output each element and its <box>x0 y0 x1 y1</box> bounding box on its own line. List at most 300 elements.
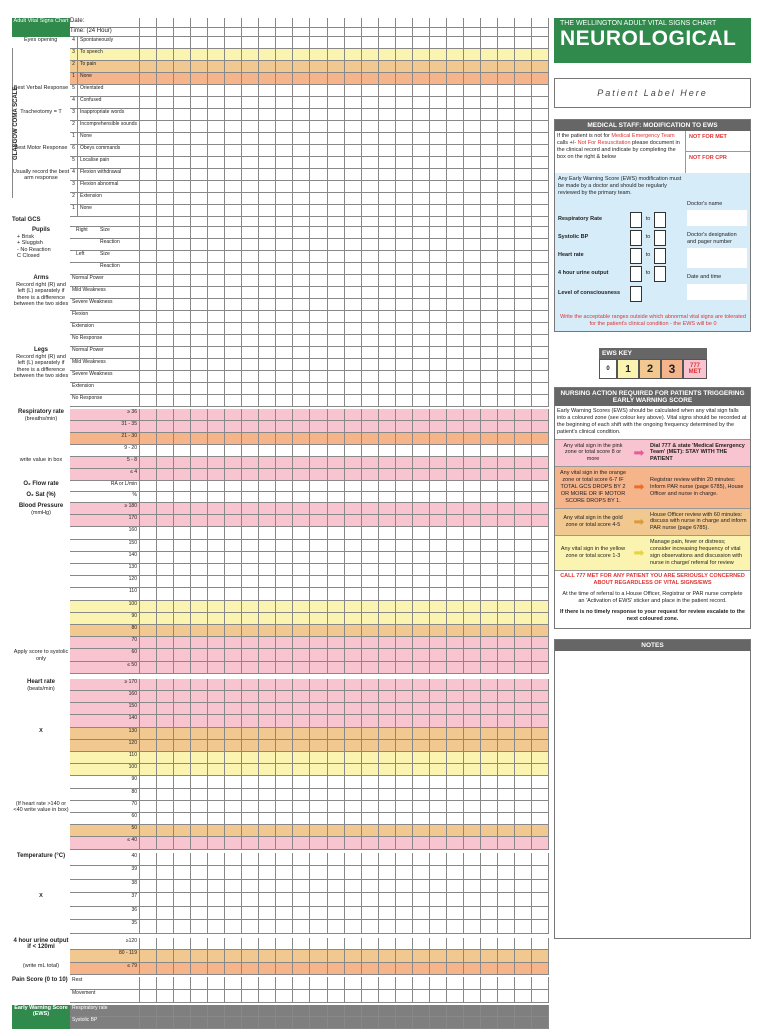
grid-cell[interactable] <box>379 263 396 275</box>
grid-cell[interactable] <box>328 492 345 503</box>
grid-cell[interactable] <box>276 323 293 335</box>
grid-cell[interactable] <box>174 977 191 990</box>
grid-cell[interactable] <box>242 703 259 715</box>
grid-cell[interactable] <box>174 880 191 894</box>
grid-cell[interactable] <box>140 789 157 801</box>
grid-cell[interactable] <box>515 503 532 515</box>
grid-cell[interactable] <box>328 613 345 625</box>
grid-cell[interactable] <box>379 1017 396 1029</box>
grid-cell[interactable] <box>430 287 447 299</box>
grid-cell[interactable] <box>379 239 396 251</box>
grid-cell[interactable] <box>430 492 447 503</box>
grid-cell[interactable] <box>498 907 515 921</box>
grid-cell[interactable] <box>515 977 532 990</box>
grid-cell[interactable] <box>242 263 259 275</box>
grid-cell[interactable] <box>413 564 430 576</box>
grid-cell[interactable] <box>362 752 379 764</box>
not-for-met-box[interactable]: NOT FOR MET <box>686 131 750 152</box>
grid-cell[interactable] <box>396 950 413 963</box>
grid-cell[interactable] <box>379 359 396 371</box>
grid-cell[interactable] <box>140 299 157 311</box>
grid-cell[interactable] <box>259 287 276 299</box>
grid-cell[interactable] <box>191 764 208 776</box>
grid-cell[interactable] <box>208 601 225 613</box>
grid-cell[interactable] <box>430 263 447 275</box>
grid-cell[interactable] <box>464 764 481 776</box>
grid-cell[interactable] <box>208 825 225 837</box>
grid-cell[interactable] <box>447 383 464 395</box>
grid-cell[interactable] <box>242 217 259 227</box>
grid-cell[interactable] <box>310 601 327 613</box>
grid-cell[interactable] <box>447 371 464 383</box>
grid-cell[interactable] <box>532 893 549 907</box>
grid-cell[interactable] <box>498 837 515 849</box>
grid-cell[interactable] <box>328 893 345 907</box>
grid-cell[interactable] <box>481 395 498 407</box>
grid-cell[interactable] <box>498 552 515 564</box>
grid-cell[interactable] <box>208 801 225 813</box>
grid-cell[interactable] <box>413 588 430 600</box>
grid-cell[interactable] <box>276 421 293 433</box>
grid-cell[interactable] <box>293 251 310 263</box>
grid-cell[interactable] <box>140 552 157 564</box>
grid-cell[interactable] <box>430 227 447 239</box>
param-max-box[interactable] <box>654 212 666 228</box>
param-min-box[interactable] <box>630 230 642 246</box>
grid-cell[interactable] <box>208 157 225 169</box>
grid-cell[interactable] <box>498 481 515 492</box>
grid-cell[interactable] <box>225 907 242 921</box>
grid-cell[interactable] <box>208 145 225 157</box>
grid-cell[interactable] <box>430 740 447 752</box>
grid-cell[interactable] <box>293 920 310 934</box>
grid-cell[interactable] <box>413 409 430 421</box>
grid-cell[interactable] <box>140 920 157 934</box>
grid-cell[interactable] <box>242 145 259 157</box>
grid-cell[interactable] <box>191 395 208 407</box>
grid-cell[interactable] <box>345 728 362 740</box>
grid-cell[interactable] <box>396 853 413 867</box>
grid-cell[interactable] <box>225 395 242 407</box>
grid-cell[interactable] <box>396 977 413 990</box>
grid-cell[interactable] <box>293 109 310 121</box>
grid-cell[interactable] <box>225 61 242 73</box>
grid-cell[interactable] <box>276 433 293 445</box>
grid-cell[interactable] <box>276 217 293 227</box>
grid-cell[interactable] <box>515 950 532 963</box>
grid-cell[interactable] <box>328 801 345 813</box>
grid-cell[interactable] <box>157 837 174 849</box>
grid-cell[interactable] <box>447 893 464 907</box>
grid-cell[interactable] <box>328 789 345 801</box>
grid-cell[interactable] <box>174 950 191 963</box>
grid-cell[interactable] <box>191 287 208 299</box>
grid-cell[interactable] <box>362 433 379 445</box>
grid-cell[interactable] <box>174 61 191 73</box>
grid-cell[interactable] <box>379 977 396 990</box>
grid-cell[interactable] <box>259 963 276 976</box>
grid-cell[interactable] <box>430 588 447 600</box>
grid-cell[interactable] <box>447 421 464 433</box>
grid-cell[interactable] <box>498 457 515 469</box>
grid-cell[interactable] <box>328 679 345 691</box>
grid-cell[interactable] <box>208 789 225 801</box>
grid-cell[interactable] <box>430 893 447 907</box>
grid-cell[interactable] <box>362 371 379 383</box>
grid-cell[interactable] <box>225 764 242 776</box>
grid-cell[interactable] <box>157 61 174 73</box>
grid-cell[interactable] <box>242 564 259 576</box>
grid-cell[interactable] <box>140 371 157 383</box>
grid-cell[interactable] <box>532 311 549 323</box>
grid-cell[interactable] <box>140 169 157 181</box>
grid-cell[interactable] <box>328 395 345 407</box>
grid-cell[interactable] <box>532 907 549 921</box>
grid-cell[interactable] <box>191 227 208 239</box>
grid-cell[interactable] <box>140 421 157 433</box>
grid-cell[interactable] <box>259 1017 276 1029</box>
grid-cell[interactable] <box>191 383 208 395</box>
grid-cell[interactable] <box>174 335 191 347</box>
grid-cell[interactable] <box>242 576 259 588</box>
grid-cell[interactable] <box>396 287 413 299</box>
grid-cell[interactable] <box>225 625 242 637</box>
grid-cell[interactable] <box>174 205 191 217</box>
grid-cell[interactable] <box>413 601 430 613</box>
grid-cell[interactable] <box>481 649 498 661</box>
grid-cell[interactable] <box>225 963 242 976</box>
grid-cell[interactable] <box>532 347 549 359</box>
grid-cell[interactable] <box>140 383 157 395</box>
grid-cell[interactable] <box>208 492 225 503</box>
grid-cell[interactable] <box>328 977 345 990</box>
grid-cell[interactable] <box>225 977 242 990</box>
grid-cell[interactable] <box>259 445 276 457</box>
grid-cell[interactable] <box>328 49 345 61</box>
grid-cell[interactable] <box>447 776 464 788</box>
grid-cell[interactable] <box>447 73 464 85</box>
grid-cell[interactable] <box>464 728 481 740</box>
grid-cell[interactable] <box>208 28 225 37</box>
grid-cell[interactable] <box>259 409 276 421</box>
grid-cell[interactable] <box>174 963 191 976</box>
grid-cell[interactable] <box>191 977 208 990</box>
grid-cell[interactable] <box>225 813 242 825</box>
grid-cell[interactable] <box>157 920 174 934</box>
grid-cell[interactable] <box>208 263 225 275</box>
grid-cell[interactable] <box>293 239 310 251</box>
grid-cell[interactable] <box>225 239 242 251</box>
grid-cell[interactable] <box>276 715 293 727</box>
grid-cell[interactable] <box>310 880 327 894</box>
grid-cell[interactable] <box>293 880 310 894</box>
grid-cell[interactable] <box>259 703 276 715</box>
grid-cell[interactable] <box>515 193 532 205</box>
grid-cell[interactable] <box>498 776 515 788</box>
grid-cell[interactable] <box>174 37 191 49</box>
grid-cell[interactable] <box>345 18 362 28</box>
grid-cell[interactable] <box>242 715 259 727</box>
grid-cell[interactable] <box>430 73 447 85</box>
grid-cell[interactable] <box>396 728 413 740</box>
grid-cell[interactable] <box>259 469 276 481</box>
grid-cell[interactable] <box>225 263 242 275</box>
grid-cell[interactable] <box>345 85 362 97</box>
grid-cell[interactable] <box>310 920 327 934</box>
grid-cell[interactable] <box>379 28 396 37</box>
grid-cell[interactable] <box>345 715 362 727</box>
grid-cell[interactable] <box>396 421 413 433</box>
grid-cell[interactable] <box>515 492 532 503</box>
grid-cell[interactable] <box>362 789 379 801</box>
grid-cell[interactable] <box>447 625 464 637</box>
grid-cell[interactable] <box>413 457 430 469</box>
grid-cell[interactable] <box>345 893 362 907</box>
doctor-name-field[interactable] <box>687 210 747 226</box>
grid-cell[interactable] <box>481 457 498 469</box>
grid-cell[interactable] <box>413 359 430 371</box>
grid-cell[interactable] <box>310 728 327 740</box>
grid-cell[interactable] <box>362 813 379 825</box>
grid-cell[interactable] <box>157 625 174 637</box>
grid-cell[interactable] <box>464 527 481 539</box>
grid-cell[interactable] <box>191 49 208 61</box>
grid-cell[interactable] <box>259 866 276 880</box>
grid-cell[interactable] <box>345 649 362 661</box>
grid-cell[interactable] <box>293 73 310 85</box>
grid-cell[interactable] <box>532 938 549 951</box>
grid-cell[interactable] <box>140 133 157 145</box>
grid-cell[interactable] <box>157 938 174 951</box>
grid-cell[interactable] <box>481 445 498 457</box>
grid-cell[interactable] <box>140 825 157 837</box>
grid-cell[interactable] <box>242 287 259 299</box>
grid-cell[interactable] <box>208 299 225 311</box>
grid-cell[interactable] <box>464 715 481 727</box>
grid-cell[interactable] <box>310 275 327 287</box>
grid-cell[interactable] <box>293 515 310 527</box>
grid-cell[interactable] <box>447 359 464 371</box>
grid-cell[interactable] <box>276 728 293 740</box>
grid-cell[interactable] <box>208 469 225 481</box>
grid-cell[interactable] <box>259 907 276 921</box>
grid-cell[interactable] <box>293 679 310 691</box>
grid-cell[interactable] <box>208 121 225 133</box>
grid-cell[interactable] <box>174 323 191 335</box>
grid-cell[interactable] <box>396 492 413 503</box>
grid-cell[interactable] <box>362 323 379 335</box>
grid-cell[interactable] <box>208 18 225 28</box>
grid-cell[interactable] <box>464 335 481 347</box>
grid-cell[interactable] <box>464 421 481 433</box>
grid-cell[interactable] <box>345 217 362 227</box>
grid-cell[interactable] <box>276 347 293 359</box>
grid-cell[interactable] <box>362 73 379 85</box>
grid-cell[interactable] <box>157 217 174 227</box>
grid-cell[interactable] <box>345 540 362 552</box>
grid-cell[interactable] <box>430 662 447 674</box>
grid-cell[interactable] <box>447 169 464 181</box>
grid-cell[interactable] <box>362 880 379 894</box>
grid-cell[interactable] <box>310 157 327 169</box>
grid-cell[interactable] <box>345 637 362 649</box>
grid-cell[interactable] <box>396 662 413 674</box>
grid-cell[interactable] <box>310 837 327 849</box>
grid-cell[interactable] <box>532 409 549 421</box>
grid-cell[interactable] <box>328 837 345 849</box>
grid-cell[interactable] <box>447 764 464 776</box>
grid-cell[interactable] <box>276 552 293 564</box>
grid-cell[interactable] <box>191 853 208 867</box>
grid-cell[interactable] <box>532 97 549 109</box>
grid-cell[interactable] <box>242 469 259 481</box>
grid-cell[interactable] <box>310 740 327 752</box>
grid-cell[interactable] <box>532 880 549 894</box>
grid-cell[interactable] <box>362 457 379 469</box>
grid-cell[interactable] <box>208 907 225 921</box>
grid-cell[interactable] <box>174 433 191 445</box>
grid-cell[interactable] <box>532 49 549 61</box>
grid-cell[interactable] <box>430 813 447 825</box>
grid-cell[interactable] <box>481 637 498 649</box>
grid-cell[interactable] <box>276 576 293 588</box>
grid-cell[interactable] <box>293 853 310 867</box>
grid-cell[interactable] <box>276 287 293 299</box>
grid-cell[interactable] <box>362 227 379 239</box>
grid-cell[interactable] <box>379 588 396 600</box>
grid-cell[interactable] <box>515 121 532 133</box>
grid-cell[interactable] <box>362 28 379 37</box>
grid-cell[interactable] <box>174 193 191 205</box>
grid-cell[interactable] <box>191 421 208 433</box>
grid-cell[interactable] <box>225 287 242 299</box>
grid-cell[interactable] <box>464 801 481 813</box>
grid-cell[interactable] <box>157 445 174 457</box>
grid-cell[interactable] <box>276 239 293 251</box>
grid-cell[interactable] <box>362 503 379 515</box>
grid-cell[interactable] <box>328 938 345 951</box>
grid-cell[interactable] <box>259 625 276 637</box>
grid-cell[interactable] <box>174 866 191 880</box>
grid-cell[interactable] <box>174 649 191 661</box>
grid-cell[interactable] <box>259 157 276 169</box>
grid-cell[interactable] <box>259 359 276 371</box>
grid-cell[interactable] <box>413 703 430 715</box>
grid-cell[interactable] <box>345 588 362 600</box>
grid-cell[interactable] <box>413 371 430 383</box>
grid-cell[interactable] <box>515 703 532 715</box>
grid-cell[interactable] <box>464 433 481 445</box>
grid-cell[interactable] <box>464 28 481 37</box>
grid-cell[interactable] <box>413 625 430 637</box>
grid-cell[interactable] <box>208 457 225 469</box>
grid-cell[interactable] <box>310 825 327 837</box>
grid-cell[interactable] <box>345 625 362 637</box>
grid-cell[interactable] <box>430 193 447 205</box>
grid-cell[interactable] <box>362 133 379 145</box>
grid-cell[interactable] <box>379 193 396 205</box>
grid-cell[interactable] <box>362 728 379 740</box>
grid-cell[interactable] <box>174 813 191 825</box>
grid-cell[interactable] <box>396 564 413 576</box>
grid-cell[interactable] <box>515 287 532 299</box>
grid-cell[interactable] <box>276 540 293 552</box>
grid-cell[interactable] <box>157 752 174 764</box>
grid-cell[interactable] <box>498 853 515 867</box>
grid-cell[interactable] <box>481 576 498 588</box>
grid-cell[interactable] <box>259 752 276 764</box>
grid-cell[interactable] <box>259 880 276 894</box>
grid-cell[interactable] <box>464 85 481 97</box>
grid-cell[interactable] <box>430 49 447 61</box>
grid-cell[interactable] <box>140 950 157 963</box>
grid-cell[interactable] <box>413 73 430 85</box>
grid-cell[interactable] <box>379 323 396 335</box>
grid-cell[interactable] <box>242 853 259 867</box>
grid-cell[interactable] <box>191 789 208 801</box>
grid-cell[interactable] <box>225 49 242 61</box>
grid-cell[interactable] <box>345 287 362 299</box>
grid-cell[interactable] <box>379 813 396 825</box>
grid-cell[interactable] <box>225 445 242 457</box>
grid-cell[interactable] <box>157 433 174 445</box>
grid-cell[interactable] <box>481 217 498 227</box>
grid-cell[interactable] <box>379 601 396 613</box>
grid-cell[interactable] <box>208 251 225 263</box>
grid-cell[interactable] <box>276 977 293 990</box>
grid-cell[interactable] <box>515 457 532 469</box>
grid-cell[interactable] <box>191 679 208 691</box>
grid-cell[interactable] <box>191 540 208 552</box>
grid-cell[interactable] <box>157 287 174 299</box>
grid-cell[interactable] <box>310 85 327 97</box>
grid-cell[interactable] <box>225 540 242 552</box>
grid-cell[interactable] <box>430 679 447 691</box>
grid-cell[interactable] <box>532 601 549 613</box>
grid-cell[interactable] <box>225 169 242 181</box>
grid-cell[interactable] <box>430 503 447 515</box>
grid-cell[interactable] <box>157 907 174 921</box>
grid-cell[interactable] <box>259 28 276 37</box>
grid-cell[interactable] <box>396 764 413 776</box>
grid-cell[interactable] <box>310 679 327 691</box>
grid-cell[interactable] <box>396 121 413 133</box>
grid-cell[interactable] <box>140 564 157 576</box>
grid-cell[interactable] <box>532 359 549 371</box>
grid-cell[interactable] <box>225 920 242 934</box>
grid-cell[interactable] <box>328 359 345 371</box>
grid-cell[interactable] <box>157 311 174 323</box>
grid-cell[interactable] <box>379 576 396 588</box>
grid-cell[interactable] <box>208 1017 225 1029</box>
grid-cell[interactable] <box>362 963 379 976</box>
grid-cell[interactable] <box>362 287 379 299</box>
grid-cell[interactable] <box>242 383 259 395</box>
grid-cell[interactable] <box>481 49 498 61</box>
grid-cell[interactable] <box>481 157 498 169</box>
grid-cell[interactable] <box>174 409 191 421</box>
grid-cell[interactable] <box>208 588 225 600</box>
grid-cell[interactable] <box>345 239 362 251</box>
grid-cell[interactable] <box>532 588 549 600</box>
grid-cell[interactable] <box>481 28 498 37</box>
grid-cell[interactable] <box>276 679 293 691</box>
grid-cell[interactable] <box>328 145 345 157</box>
grid-cell[interactable] <box>310 515 327 527</box>
grid-cell[interactable] <box>276 409 293 421</box>
grid-cell[interactable] <box>310 703 327 715</box>
grid-cell[interactable] <box>328 61 345 73</box>
